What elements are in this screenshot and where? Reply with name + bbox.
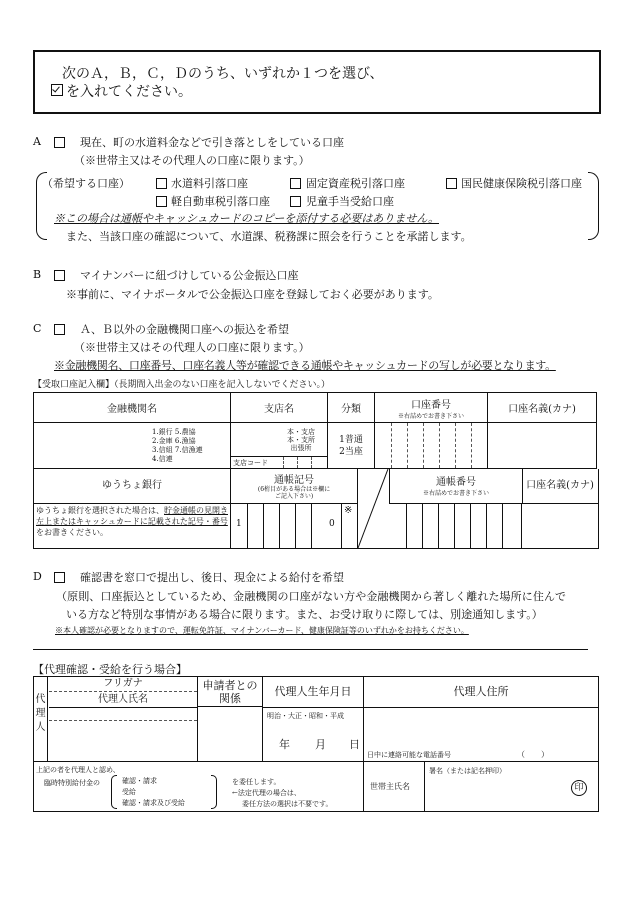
account-type-2: 2当座 [339, 446, 363, 457]
option-b-note: ※事前に、マイナポータルで公金振込口座を登録しておく必要があります。 [66, 288, 439, 301]
option-c-title: Ａ、Ｂ以外の金融機関口座への振込を希望 [80, 323, 289, 336]
branch-code-label: 支店コード [233, 459, 268, 467]
proxy-section-title: 【代理確認・受給を行う場合】 [33, 663, 187, 676]
header-number-sub: ※右詰めでお書き下さい [397, 412, 464, 420]
bank-type-1: 1.銀行 5.農協 [152, 428, 196, 436]
proxy-name-label: 代理人氏名 [49, 692, 197, 708]
yucho-note [36, 505, 230, 538]
account-checkbox-child[interactable] [290, 196, 301, 207]
yucho-digit-last: 0 [329, 519, 335, 529]
option-c-copy-note: ※金融機関名、口座番号、口座名義人等が確認できる通帳やキャッシュカードの写しが必要となります。 [54, 359, 556, 372]
account-property: 固定資産税引落口座 [306, 177, 405, 190]
yucho-note-tail: をお書きください。 [36, 528, 108, 537]
header-branch: 支店名 [231, 393, 328, 423]
header-yucho-number-label: 通帳番号 [436, 477, 476, 488]
account-checkbox-lightcar[interactable] [156, 196, 167, 207]
householder-label: 世帯主氏名 [370, 782, 410, 791]
account-checkbox-property[interactable] [290, 178, 301, 189]
branch-type-2: 本・支所 [287, 436, 315, 444]
bank-type-3: 3.信組 7.信漁連 [152, 446, 203, 454]
signature-label: 署名（または記名押印） [429, 767, 506, 775]
option-d-line2: いる方など特別な事情がある場合に限ります。また、お受け取りに際しては、別途通知します。） [66, 608, 543, 621]
option-d-title: 確認書を窓口で提出し、後日、現金による給付を希望 [80, 571, 344, 584]
header-holder: 口座名義(カナ) [488, 393, 597, 423]
account-checkbox-health[interactable] [446, 178, 457, 189]
seal-mark-icon: 印 [571, 780, 587, 796]
delegate-line2: 臨時特別給付金の [44, 779, 100, 787]
desired-label: （希望する口座） [42, 177, 130, 190]
header-code-label: 通帳記号 [274, 475, 314, 486]
option-c-checkbox[interactable] [54, 324, 65, 335]
phone-parens: （ ） [517, 750, 549, 759]
section-divider [33, 649, 588, 650]
signature-input[interactable] [425, 777, 565, 809]
proxy-side-1: 代 [35, 694, 46, 705]
header-yucho: ゆうちょ銀行 [34, 469, 231, 504]
address-input[interactable] [364, 708, 598, 746]
delegate-line1: 上記の者を代理人と認め、 [36, 766, 120, 774]
delegate-right-brace [211, 775, 217, 809]
birth-eras: 明治・大正・昭和・平成 [267, 712, 344, 720]
yucho-note-ul2: 開き左上またはキャッシュカードに記載された [36, 506, 228, 526]
branch-type-1: 本・支店 [287, 428, 315, 436]
intro-line1: 次のＡ，Ｂ，Ｃ，Ｄのうち、いずれか１つを選び、 [62, 66, 384, 82]
delegate-option-3[interactable]: 確認・請求及び受給 [122, 799, 185, 807]
proxy-name-input[interactable] [49, 721, 197, 761]
bank-type-4: 4.信連 [152, 455, 173, 463]
account-child: 児童手当受給口座 [306, 195, 394, 208]
bank-account-table [33, 392, 597, 469]
branch-name-cell[interactable] [231, 423, 328, 469]
option-d-line1: （原則、口座振込としているため、金融機関の口座がない方や金融機関から著しく離れた場所に住んで [56, 590, 567, 603]
table-caption: 【受取口座記入欄】（長期間入出金のない口座を記入しないでください。） [33, 380, 331, 390]
yucho-holder-cell[interactable] [522, 503, 598, 548]
proxy-table [33, 676, 599, 812]
option-c-mark: C [33, 322, 42, 335]
relation-label: 申請者との 関係 [198, 677, 262, 707]
bank-name-cell[interactable] [34, 423, 231, 469]
option-a-copy-note: ※この場合は通帳やキャッシュカードのコピーを添付する必要はありません。 [54, 212, 439, 225]
header-yucho-number-sub: ※右詰めでお書き下さい [422, 490, 489, 497]
header-yucho-holder: 口座名義(カナ) [522, 469, 598, 504]
bank-type-2: 2.金庫 6.漁協 [152, 437, 196, 445]
yucho-note-plain: ゆうちょ銀行を選択された場合は、 [36, 506, 164, 515]
option-d-id-note: ※本人確認が必要となりますので、運転免許証、マイナンバーカード、健康保険証等のいずれかをお持ちください。 [55, 626, 469, 635]
proxy-side-2: 理 [35, 708, 46, 719]
entrust-label: を委任します。 [232, 778, 281, 786]
option-a-checkbox[interactable] [54, 137, 65, 148]
option-d-checkbox[interactable] [54, 572, 65, 583]
account-type-1: 1普通 [339, 434, 363, 445]
birth-year: 年 [279, 738, 290, 751]
option-b-title: マイナンバーに紐づけしている公金振込口座 [80, 269, 299, 282]
birth-month: 月 [315, 738, 326, 751]
birth-day: 日 [349, 738, 360, 751]
accounts-right-brace [588, 172, 599, 240]
proxy-side-label [34, 677, 48, 761]
account-water: 水道料引落口座 [171, 177, 248, 190]
address-label: 代理人住所 [364, 677, 598, 708]
header-yucho-number [389, 469, 523, 504]
yucho-code-cells[interactable] [231, 503, 357, 548]
branch-type-3: 出張所 [290, 444, 312, 452]
account-lightcar: 軽自動車税引落口座 [171, 195, 270, 208]
diagonal-divider [357, 469, 389, 548]
legal-proxy-line2: 委任方法の選択は不要です。 [242, 800, 333, 808]
delegate-option-1[interactable]: 確認・請求 [122, 777, 157, 785]
birth-label: 代理人生年月日 [263, 677, 363, 708]
intro-line2: を入れてください。 [66, 84, 192, 100]
header-bank: 金融機関名 [34, 393, 231, 423]
account-type-cell[interactable] [328, 423, 375, 469]
option-a-consent: また、当該口座の確認について、水道課、税務課に照会を行うことを承諾します。 [66, 230, 472, 243]
option-a-title: 現在、町の水道料金などで引き落としをしている口座 [80, 136, 344, 149]
option-b-checkbox[interactable] [54, 270, 65, 281]
furigana-label: フリガナ [49, 677, 197, 692]
furigana-input[interactable] [49, 708, 197, 721]
account-health: 国民健康保険税引落口座 [461, 177, 582, 190]
header-code [231, 469, 358, 504]
account-number-cell[interactable] [375, 423, 488, 469]
yucho-digit-first: 1 [236, 519, 242, 529]
option-c-note: （※世帯主又はその代理人の口座に限ります。） [74, 341, 310, 354]
option-d-mark: D [33, 570, 42, 583]
header-number-label: 口座番号 [411, 399, 451, 411]
header-type: 分類 [328, 393, 375, 423]
yucho-star: ※ [344, 505, 353, 516]
option-a-mark: A [33, 135, 41, 148]
proxy-side-3: 人 [35, 722, 46, 733]
account-checkbox-water[interactable] [156, 178, 167, 189]
relation-input[interactable] [198, 708, 262, 761]
option-a-note: （※世帯主又はその代理人の口座に限ります。） [74, 154, 310, 167]
account-holder-cell[interactable] [488, 423, 597, 469]
yucho-note-ul3: 記号・番号 [187, 517, 228, 526]
delegate-left-brace [111, 775, 117, 809]
header-code-sub: (6桁目がある場合は※欄に ご記入下さい) [257, 486, 331, 500]
yucho-table [33, 469, 599, 549]
yucho-number-cells[interactable] [390, 503, 521, 548]
legal-proxy-line1: ←法定代理の場合は、 [232, 789, 301, 797]
delegate-option-2[interactable]: 受給 [122, 788, 136, 796]
option-b-mark: B [33, 268, 42, 281]
phone-label: 日中に連絡可能な電話番号 [367, 751, 451, 759]
yucho-note-ul1: 貯金通帳の見 [164, 506, 212, 515]
checkmark-icon [51, 84, 63, 96]
header-number [375, 393, 488, 423]
